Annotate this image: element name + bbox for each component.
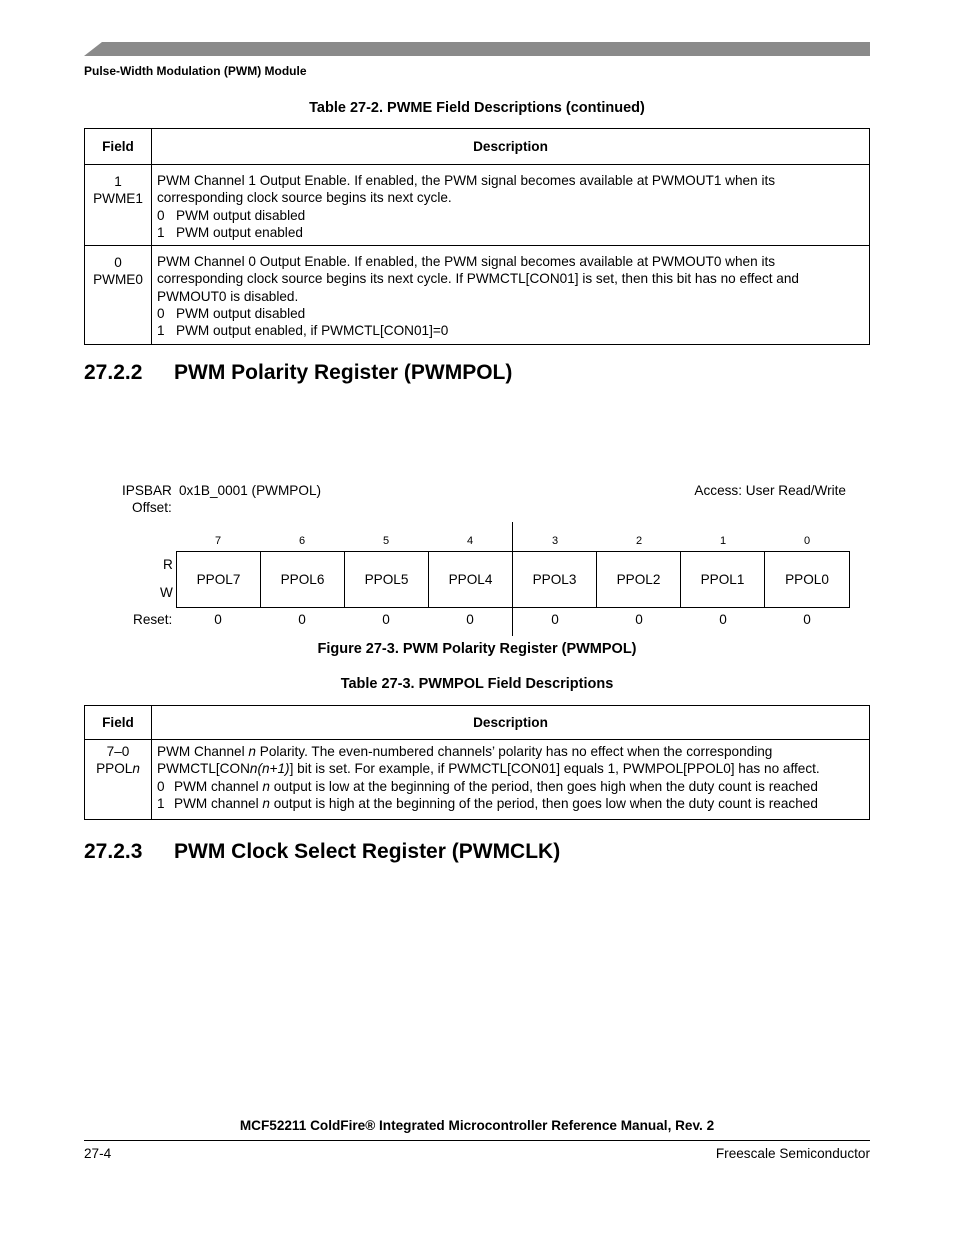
reset-value: 0 bbox=[382, 612, 390, 627]
text-italic: n bbox=[262, 795, 270, 811]
section-heading-pwmclk bbox=[84, 840, 560, 864]
bit-number: 4 bbox=[466, 535, 474, 547]
option-number: 0 bbox=[157, 207, 165, 223]
field-cell bbox=[85, 165, 152, 246]
table2-col-field: Field bbox=[85, 706, 152, 740]
reset-value: 0 bbox=[298, 612, 306, 627]
text-part: output is high at the beginning of the period, then goes low when the duty count is reached bbox=[269, 795, 818, 811]
reset-label: Reset: bbox=[133, 612, 173, 627]
option-number: 1 bbox=[157, 323, 165, 339]
table1 bbox=[84, 128, 870, 345]
field-cell bbox=[85, 246, 152, 344]
register-bit: PPOL3 bbox=[513, 552, 597, 607]
description-line-1 bbox=[157, 743, 864, 760]
reset-value: 0 bbox=[803, 612, 811, 627]
section-number: 27.2.2 bbox=[84, 361, 143, 384]
description-line-2 bbox=[157, 760, 864, 777]
description-text: PWM Channel 1 Output Enable. If enabled, the PWM signal becomes available at PWMOUT1 when its corresponding clock source begins its next cycle. bbox=[157, 173, 776, 206]
text-part: PWM channel bbox=[174, 778, 263, 794]
register-bit: PPOL4 bbox=[429, 552, 513, 607]
bit-number: 0 bbox=[803, 535, 811, 547]
reset-value: 0 bbox=[719, 612, 727, 627]
reset-value: 0 bbox=[466, 612, 474, 627]
section-title: PWM Clock Select Register (PWMCLK) bbox=[174, 840, 561, 863]
option-number: 0 bbox=[157, 306, 165, 322]
option-number: 1 bbox=[157, 224, 165, 240]
description-text: PWM Channel 0 Output Enable. If enabled, the PWM signal becomes available at PWMOUT0 when its corresponding clock source begins its next cycle. If PWMCTL[CON01] is set, then this bit has no effect and PWMOUT0 is disabled. bbox=[157, 254, 799, 304]
description-cell bbox=[152, 246, 870, 344]
text-part: PWMCTL[CON bbox=[157, 761, 250, 777]
register-bit: PPOL6 bbox=[261, 552, 345, 607]
table2-caption: Table 27-3. PWMPOL Field Descriptions bbox=[340, 676, 614, 692]
option-number: 1 bbox=[157, 795, 165, 811]
field-bits: 7–0 bbox=[106, 744, 130, 759]
table1-col-field: Field bbox=[85, 129, 152, 165]
option-text: PWM output disabled bbox=[176, 207, 306, 223]
register-bit: PPOL2 bbox=[597, 552, 681, 607]
bit-number: 2 bbox=[635, 535, 643, 547]
company-name: Freescale Semiconductor bbox=[715, 1146, 870, 1161]
reset-value: 0 bbox=[214, 612, 222, 627]
register-bit: PPOL1 bbox=[681, 552, 765, 607]
table2-col-description: Description bbox=[152, 706, 870, 740]
field-bit: 0 bbox=[114, 255, 122, 271]
section-number: 27.2.3 bbox=[84, 840, 143, 863]
option-1 bbox=[157, 795, 864, 812]
figure-caption: Figure 27-3. PWM Polarity Register (PWMPOL) bbox=[317, 641, 637, 657]
table1-caption: Table 27-2. PWME Field Descriptions (continued) bbox=[309, 100, 645, 116]
running-head: Pulse-Width Modulation (PWM) Module bbox=[84, 64, 307, 78]
reset-value: 0 bbox=[635, 612, 643, 627]
text-italic: n bbox=[262, 778, 270, 794]
option-text: PWM output enabled bbox=[176, 224, 303, 240]
description-cell bbox=[152, 165, 870, 246]
table1-header-row bbox=[85, 129, 870, 165]
section-heading-pwmpol bbox=[84, 361, 512, 385]
bit-number: 7 bbox=[214, 535, 222, 547]
header-bar bbox=[84, 42, 870, 56]
text-part: PWM Channel bbox=[157, 744, 249, 759]
table2-header-row bbox=[85, 706, 870, 740]
option-text: PWM output enabled, if PWMCTL[CON01]=0 bbox=[176, 323, 449, 339]
ipsbar-label: IPSBAR bbox=[122, 483, 172, 498]
page-number: 27-4 bbox=[84, 1146, 112, 1161]
option-number: 0 bbox=[157, 778, 165, 794]
table2 bbox=[84, 705, 870, 820]
field-name-prefix: PPOL bbox=[96, 761, 133, 777]
read-label: R bbox=[163, 557, 173, 572]
text-part: Polarity. The even-numbered channels’ polarity has no effect when the corresponding bbox=[255, 744, 773, 759]
reset-value: 0 bbox=[551, 612, 559, 627]
field-name: PWME0 bbox=[93, 272, 143, 288]
table1-col-description: Description bbox=[152, 129, 870, 165]
offset-value: 0x1B_0001 (PWMPOL) bbox=[179, 483, 322, 498]
option-1 bbox=[157, 322, 864, 339]
table-row bbox=[85, 165, 870, 246]
bit-number: 3 bbox=[551, 535, 559, 547]
field-cell bbox=[85, 740, 152, 820]
text-part: ] bit is set. For example, if PWMCTL[CON01] equals 1, PWMPOL[PPOL0] has no affect. bbox=[289, 761, 820, 777]
option-0 bbox=[157, 207, 864, 224]
field-name bbox=[87, 760, 149, 777]
bit-number: 6 bbox=[298, 535, 306, 547]
section-title: PWM Polarity Register (PWMPOL) bbox=[174, 361, 513, 384]
write-label: W bbox=[160, 585, 173, 600]
register-fields bbox=[176, 551, 850, 608]
footer-title: MCF52211 ColdFire® Integrated Microcontroller Reference Manual, Rev. 2 bbox=[239, 1118, 715, 1133]
offset-label: Offset: bbox=[132, 500, 172, 515]
register-bit: PPOL7 bbox=[177, 552, 261, 607]
footer-rule bbox=[84, 1140, 870, 1141]
bit-number: 1 bbox=[719, 535, 727, 547]
text-italic: n bbox=[248, 744, 256, 759]
field-name-italic: n bbox=[132, 761, 140, 777]
table-row bbox=[85, 246, 870, 344]
option-1 bbox=[157, 224, 864, 241]
description-cell bbox=[152, 740, 870, 820]
table-row bbox=[85, 740, 870, 820]
text-part: PWM channel bbox=[174, 795, 263, 811]
field-name: PWME1 bbox=[93, 191, 143, 207]
text-italic: n(n+1) bbox=[249, 761, 290, 777]
register-bit: PPOL0 bbox=[785, 572, 829, 587]
field-bit: 1 bbox=[114, 174, 122, 189]
option-0 bbox=[157, 305, 864, 322]
text-part: output is low at the beginning of the period, then goes high when the duty count is reached bbox=[269, 778, 818, 794]
register-bit: PPOL5 bbox=[345, 552, 429, 607]
access-label: Access: User Read/Write bbox=[694, 483, 846, 498]
option-text: PWM output disabled bbox=[176, 306, 306, 322]
bit-number: 5 bbox=[382, 535, 390, 547]
option-0 bbox=[157, 778, 864, 795]
